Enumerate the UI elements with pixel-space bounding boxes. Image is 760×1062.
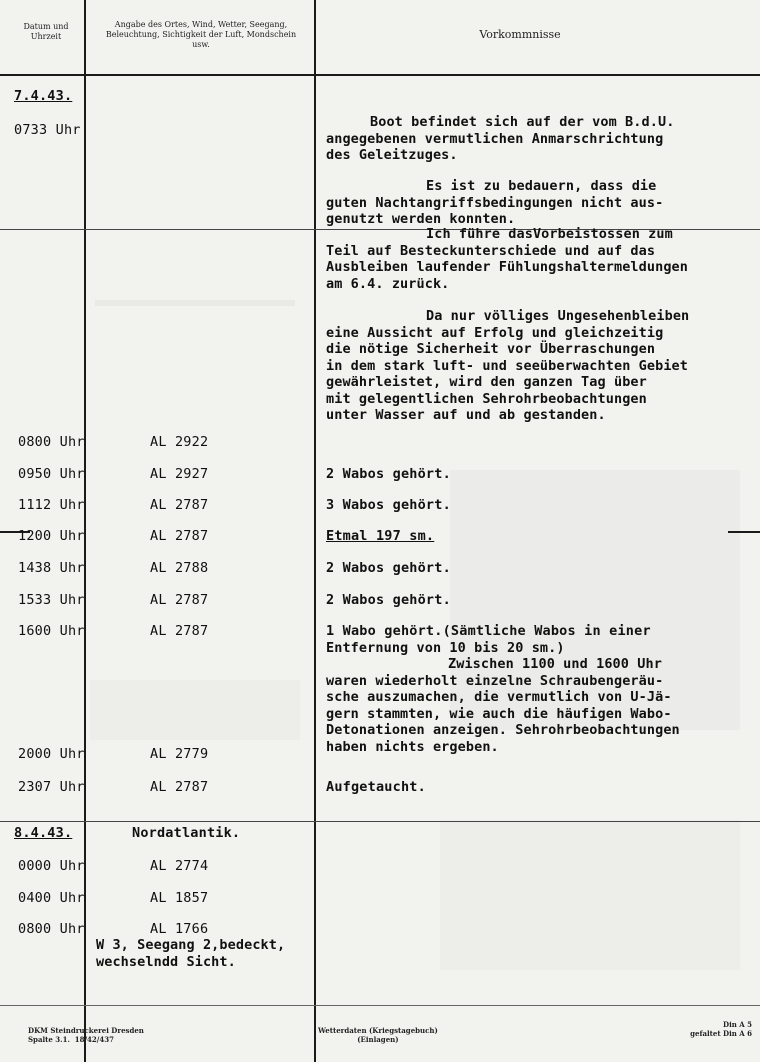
paper-format: Din A 5 gefaltet Din A 6 (690, 1020, 752, 1038)
place-entry: AL 2787 (150, 528, 209, 544)
event-paragraph: Ich führe dasVorbeistossen zum Teil auf Besteckunterschiede und auf das Ausbleiben laufender Fühlungshaltermeldungen am 6.4. zurück. (326, 226, 689, 292)
time-entry: 1112 Uhr (18, 497, 85, 513)
place-entry: AL 2922 (150, 434, 209, 450)
place-entry: AL 1857 (150, 890, 209, 906)
place-entry: AL 2779 (150, 746, 209, 762)
time-entry: 1600 Uhr (18, 623, 85, 639)
place-entry: AL 2787 (150, 592, 209, 608)
time-entry: 1438 Uhr (18, 560, 85, 576)
time-entry: 2307 Uhr (18, 779, 85, 795)
column-divider-2 (314, 0, 316, 1062)
header-place-column: Angabe des Ortes, Wind, Wetter, Seegang, Beleuchtung, Sichtigkeit der Luft, Mondschein usw. (105, 20, 297, 49)
footer-rule (0, 1005, 760, 1006)
time-entry: 0733 Uhr (14, 122, 81, 138)
place-entry: Nordatlantik. (132, 825, 241, 841)
event-entry: 1 Wabo gehört.(Sämtliche Wabos in einer (326, 623, 651, 639)
printer-imprint: DKM Steindruckerei Dresden Spalte 3.1. 18/42/437 (28, 1026, 144, 1044)
event-entry: Etmal 197 sm. (326, 528, 435, 544)
time-entry: 0800 Uhr (18, 434, 85, 450)
place-entry: AL 2774 (150, 858, 209, 874)
place-entry: AL 1766 (150, 921, 209, 937)
weather-note: W 3, Seegang 2,bedeckt, wechselndd Sicht. (96, 937, 286, 970)
time-entry: 1533 Uhr (18, 592, 85, 608)
place-entry: AL 2927 (150, 466, 209, 482)
event-paragraph: Entfernung von 10 bis 20 sm.) (326, 640, 565, 656)
event-paragraph: Boot befindet sich auf der vom B.d.U. angegebenen vermutlichen Anmarschrichtung des Geleitzuges. (326, 114, 675, 163)
time-entry: 2000 Uhr (18, 746, 85, 762)
event-paragraph: Da nur völliges Ungesehenbleiben eine Aussicht auf Erfolg und gleichzeitig die nötige Sicherheit vor Überraschungen in dem stark luft- und seeüberwachten Gebiet gewährleistet, wird den ganzen Tag über mit gelegentlichen Sehrohrbeobachtungen unter Wasser auf und ab gestanden. (326, 308, 690, 423)
time-entry: 0800 Uhr (18, 921, 85, 937)
form-title: Wetterdaten (Kriegstagebuch) (Einlagen) (318, 1026, 438, 1044)
place-entry: AL 2787 (150, 779, 209, 795)
time-entry: 1200 Uhr (18, 528, 85, 544)
row-rule-4 (0, 821, 760, 822)
event-paragraph: Zwischen 1100 und 1600 Uhr waren wiederholt einzelne Schraubengeräu- sche auszumachen, die vermutlich von U-Jä- gern stammten, wie auch die häufigen Wabo- Detonationen anzeigen. Sehrohrbeobachtungen haben nichts ergeben. (326, 656, 680, 755)
header-events-column: Vorkommnisse (479, 28, 561, 41)
event-entry: 2 Wabos gehört. (326, 560, 451, 576)
date-entry: 7.4.43. (14, 88, 73, 104)
time-entry: 0950 Uhr (18, 466, 85, 482)
header-rule (0, 74, 760, 76)
date-entry: 8.4.43. (14, 825, 73, 841)
event-entry: Aufgetaucht. (326, 779, 426, 795)
event-entry: 2 Wabos gehört. (326, 592, 451, 608)
place-entry: AL 2787 (150, 497, 209, 513)
row-rule-3 (728, 531, 760, 533)
place-entry: AL 2788 (150, 560, 209, 576)
place-entry: AL 2787 (150, 623, 209, 639)
header-date-column: Datum und Uhrzeit (23, 22, 69, 41)
event-entry: 2 Wabos gehört. (326, 466, 451, 482)
event-paragraph: Es ist zu bedauern, dass die guten Nachtangriffsbedingungen nicht aus- genutzt werden konnten. (326, 178, 664, 227)
time-entry: 0400 Uhr (18, 890, 85, 906)
event-entry: 3 Wabos gehört. (326, 497, 451, 513)
time-entry: 0000 Uhr (18, 858, 85, 874)
